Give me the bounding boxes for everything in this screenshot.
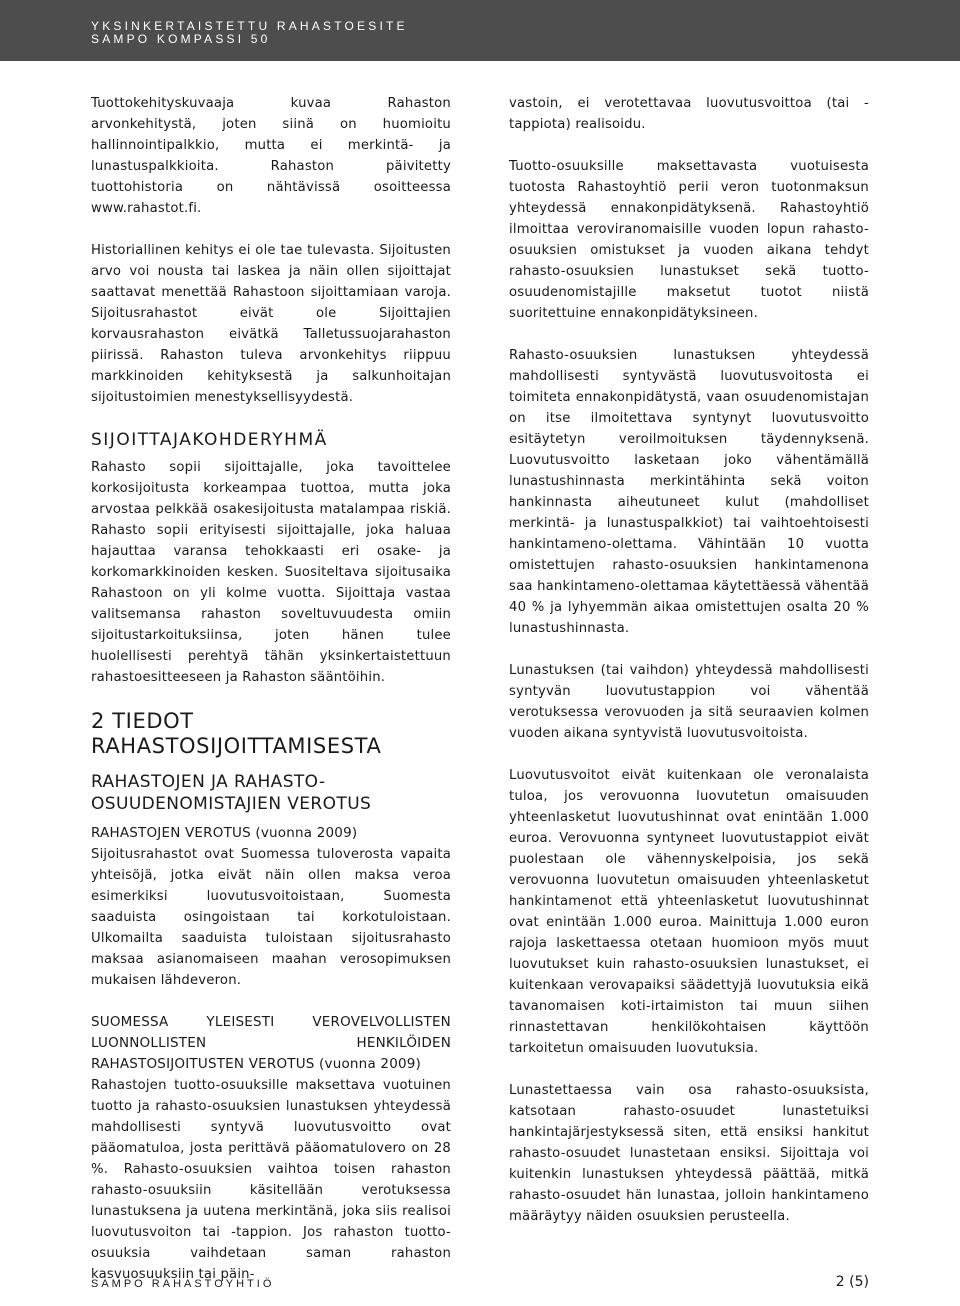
subsection-heading-line: OSUUDENOMISTAJIEN VEROTUS: [91, 794, 372, 814]
subsection-heading-line: RAHASTOJEN JA RAHASTO-: [91, 772, 326, 792]
paragraph: Rahasto sopii sijoittajalle, joka tavoittelee korkosijoitusta korkeampaa tuottoa, mutta joka arvostaa pelkkää osakesijoitusta matalampaa riskiä. Rahasto sopii erityisesti sijoittajalle, joka haluaa hajauttaa varansa tehokkaasti eri osake- ja korkomarkkinoiden kesken. Suositeltava sijoitusaika Rahastoon on yli kolme vuotta. Sijoittaja vastaa valitsemansa rahaston soveltuvuudesta omiin sijoitustarkoituksiinsa, joten hänen tulee huolellisesti perehtyä tähän yksinkertaistettuun rahastoesitteeseen ja Rahaston sääntöihin.: [91, 460, 451, 685]
left-column: [91, 93, 451, 1306]
paragraph: Historiallinen kehitys ei ole tae tulevasta. Sijoitusten arvo voi nousta tai laskea ja näin ollen sijoittajat saattavat menettää Rahastoon sijoittamiaan varoja. Sijoitusrahastot eivät ole Sijoittajien korvausrahaston eivätkä Talletussuojarahaston piirissä. Rahaston tuleva arvonkehitys riippuu markkinoiden kehityksestä ja salkunhoitajan sijoitustoimien menestyksellisyydestä.: [91, 243, 451, 405]
paragraph: Luovutusvoitot eivät kuitenkaan ole veronalaista tuloa, jos verovuonna luovutetun omaisuuden yhteenlasketut luovutushinnat ovat enintään 1.000 euroa. Verovuonna syntyneet luovutustappiot eivät puolestaan ole vähennyskelpoisia, jos sekä verovuonna luovutetun omaisuuden yhteenlasketut hankintamenot että yhteenlasketut luovutushinnat ovat enintään 1.000 euroa. Mainittuja 1.000 euron rajoja laskettaessa otetaan huomioon myös muut luovutukset kuin rahasto-osuuksien lunastukset, ei kuitenkaan verovapaiksi säädettyjä luovutuksia eikä tavanomaisen koti-irtaimiston tai muun siihen rinnastettavan henkilökohtaisen käyttöön tarkoitetun omaisuuden luovutuksia.: [509, 768, 869, 1056]
chapter-heading: [91, 709, 451, 759]
subheading: SUOMESSA YLEISESTI VEROVELVOLLISTEN LUONNOLLISTEN HENKILÖIDEN RAHASTOSIJOITUSTEN VEROTUS (vuonna 2009): [91, 1014, 451, 1072]
document-type: YKSINKERTAISTETTU RAHASTOESITE: [91, 19, 408, 33]
page-number: 2 (5): [835, 1274, 869, 1290]
paragraph: Tuottokehityskuvaaja kuvaa Rahaston arvonkehitystä, joten siinä on huomioitu hallinnointipalkkio, mutta ei merkintä- ja lunastuspalkkioita. Rahaston päivitetty tuottohistoria on nähtävissä osoitteessa www.rahastot.fi.: [91, 96, 451, 216]
paragraph: Rahastojen tuotto-osuuksille maksettava vuotuinen tuotto ja rahasto-osuuksien lunastuksen yhteydessä mahdollisesti syntyvä luovutusvoitto ovat pääomatuloa, josta perittävä pääomatulovero on 28 %. Rahasto-osuuksien vaihtoa toisen rahaston rahasto-osuuksiin käsitellään verotuksessa lunastuksena ja uutena merkintänä, joka siis realisoi luovutusvoiton tai -tappion. Jos rahaston tuotto-osuuksia vaihdetaan saman rahaston kasvuosuuksiin tai päin-: [91, 1078, 451, 1282]
paragraph: Sijoitusrahastot ovat Suomessa tuloverosta vapaita yhteisöjä, jotka eivät näin ollen maksa veroa esimerkiksi luovutusvoitoistaan, Suomesta saaduista osingoistaan tai korkotuloistaan. Ulkomailta saaduista tuloistaan sijoitusrahasto maksaa asianomaiseen maahan verosopimuksen mukaisen lähdeveron.: [91, 847, 451, 988]
paragraph: Tuotto-osuuksille maksettavasta vuotuisesta tuotosta Rahastoyhtiö perii veron tuotonmaksun yhteydessä ennakonpidätyksenä. Rahastoyhtiö ilmoittaa veroviranomaisille vuoden lopun rahasto-osuuksien omistukset ja vuoden aikana tehdyt rahasto-osuuksien lunastukset sekä tuotto-osuudenomistajille maksetut tuotot niistä suoritettuine ennakonpidätyksineen.: [509, 159, 869, 321]
paragraph: vastoin, ei verotettavaa luovutusvoittoa (tai -tappiota) realisoidu.: [509, 96, 869, 132]
fund-name: SAMPO KOMPASSI 50: [91, 32, 271, 46]
right-column: [509, 93, 869, 1248]
paragraph: Lunastettaessa vain osa rahasto-osuuksista, katsotaan rahasto-osuudet lunastetuiksi hankintajärjestyksessä siten, että ensiksi hankitut rahasto-osuudet lunastetaan ensiksi. Sijoittaja voi kuitenkin lunastuksen yhteydessä päättää, mitkä rahasto-osuudet hän lunastaa, jolloin hankintameno määräytyy näiden osuuksien perusteella.: [509, 1083, 869, 1224]
chapter-heading-line: 2 TIEDOT: [91, 709, 194, 733]
paragraph: Rahasto-osuuksien lunastuksen yhteydessä mahdollisesti syntyvästä luovutusvoitosta ei toimiteta ennakonpidätystä, vaan osuudenomistajan on itse ilmoitettava syntynyt luovutusvoitto esitäytetyn veroilmoituksen täydennyksenä. Luovutusvoitto lasketaan joko vähentämällä lunastushinnasta merkintähinta sekä voiton hankinnasta aiheutuneet kulut (mahdolliset merkintä- ja lunastuspalkkiot) tai vaihtoehtoisesti hankintameno-olettama. Vähintään 10 vuotta omistettujen rahasto-osuuksien hankintamenona saa hankintameno-olettamaa käytettäessä vähentää 40 % ja lyhyemmän aikaa omistettujen osalta 20 % lunastushinnasta.: [509, 348, 869, 636]
section-heading: SIJOITTAJAKOHDERYHMÄ: [91, 430, 328, 450]
page-header: [0, 0, 960, 61]
subsection-heading: [91, 771, 451, 815]
subheading: RAHASTOJEN VEROTUS (vuonna 2009): [91, 825, 358, 841]
footer-company: SAMPO RAHASTOYHTIÖ: [91, 1278, 275, 1290]
chapter-heading-line: RAHASTOSIJOITTAMISESTA: [91, 734, 382, 758]
paragraph: Lunastuksen (tai vaihdon) yhteydessä mahdollisesti syntyvän luovutustappion voi vähentää verotuksessa verovuoden ja sitä seuraavien kolmen vuoden aikana syntyvistä luovutusvoitoista.: [509, 663, 869, 741]
